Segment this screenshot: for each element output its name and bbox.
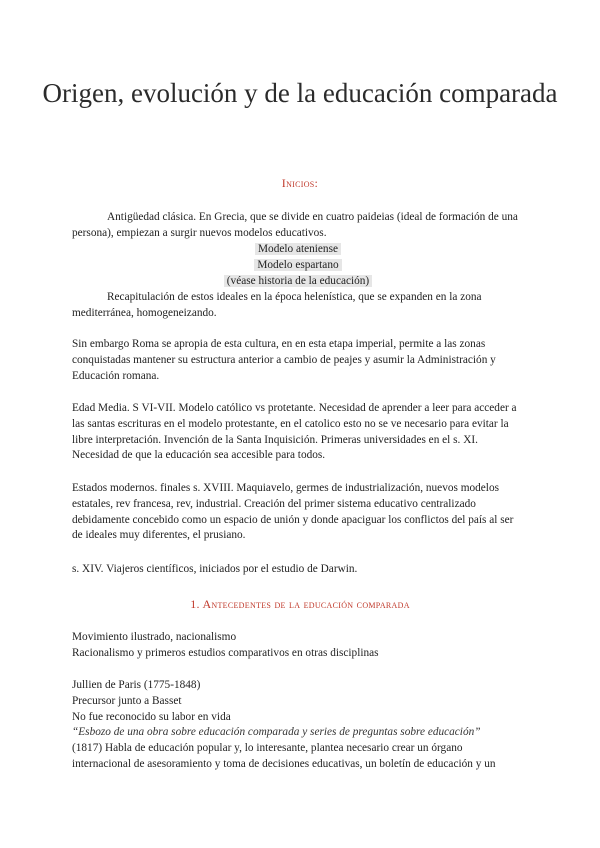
jullien-line: Jullien de Paris (1775-1848)	[72, 679, 201, 691]
paragraph-viajeros: s. XIV. Viajeros científicos, iniciados por el estudio de Darwin.	[72, 563, 358, 575]
paragraph-estados-modernos: Estados modernos. finales s. XVIII. Maquiavelo, germes de industrialización, nuevos modelos estatales, rev francesa, rev, industrial. Creación del primer sistema educativo centralizado debidamente concebido como un espacio de unión y donde apaciguar los conflictos del país al ser de ideales muy diferentes, el prusiano.	[72, 482, 514, 542]
page-title: Origen, evolución y de la educación comparada	[42, 78, 558, 108]
jullien-block	[72, 678, 524, 773]
jullien-quote: “Esbozo de una obra sobre educación comparada y series de preguntas sobre educación”	[72, 726, 481, 739]
antecedentes-line: Racionalismo y primeros estudios comparativos en otras disciplinas	[72, 646, 379, 659]
paragraph-recapitulacion: Recapitulación de estos ideales en la época helenística, que se expanden en la zona mediterránea, homogeneizando.	[72, 291, 482, 319]
antecedentes-list	[72, 630, 524, 662]
jullien-paragraph: (1817) Habla de educación popular y, lo interesante, plantea necesario crear un órgano internacional de asesoramiento y toma de decisiones educativas, un boletín de educación y un	[72, 742, 496, 770]
antecedentes-line: Movimiento ilustrado, nacionalismo	[72, 631, 237, 643]
jullien-line: Precursor junto a Basset	[72, 694, 182, 707]
model-item-vease: (véase historia de la educación)	[72, 274, 524, 290]
paragraph-edad-media: Edad Media. S VI-VII. Modelo católico vs protetante. Necesidad de aprender a leer para acceder a las santas escrituras en el modelo protestante, en el catolico esto no se ve necesario para evitar la libre interpretación. Invención de la Santa Inquisición. Primeras universidades en el s. XI. Necesidad de que la educación sea accesible para todos.	[72, 402, 517, 462]
section-heading-inicios: Inicios:	[281, 176, 319, 190]
model-list	[72, 242, 524, 289]
paragraph-antiguedad: Antigüedad clásica. En Grecia, que se divide en cuatro paideias (ideal de formación de una persona), empiezan a surgir nuevos modelos educativos.	[72, 211, 518, 239]
model-item-ateniense: Modelo ateniense	[72, 242, 524, 258]
section-heading-antecedentes: 1. Antecedentes de la educación comparada	[190, 597, 410, 611]
jullien-line: No fue reconocido su labor en vida	[72, 710, 231, 723]
model-item-espartano: Modelo espartano	[72, 258, 524, 274]
paragraph-roma: Sin embargo Roma se apropia de esta cultura, en en esta etapa imperial, permite a las zonas conquistadas mantener su estructura anterior a cambio de peajes y asumir la Administración y Educación romana.	[72, 338, 496, 382]
